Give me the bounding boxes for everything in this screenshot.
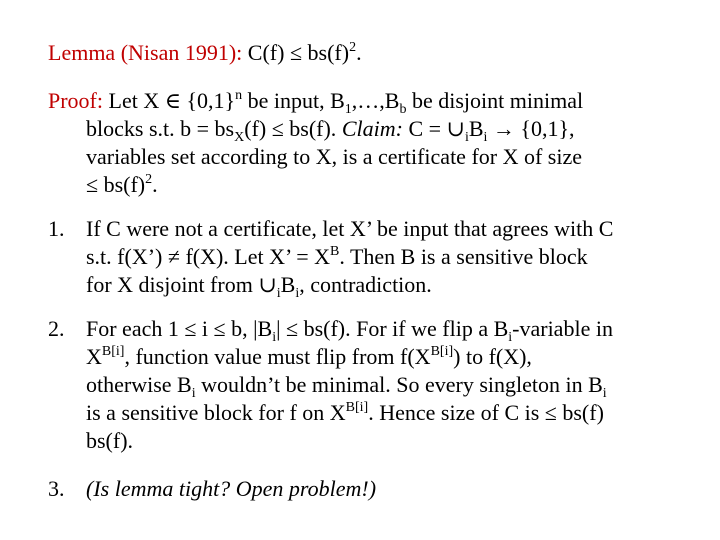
proof-exponent: n: [235, 88, 243, 103]
item-text: | ≤ bs(f). For if we flip a B: [276, 316, 509, 341]
proof-text: .: [152, 172, 158, 197]
item-1-line-3: [86, 272, 432, 301]
proof-text: variables set according to X, is a certificate for X of size: [86, 144, 583, 169]
proof-subscript: X: [234, 130, 245, 145]
item-subscript: i: [191, 386, 196, 401]
item-exponent: B[i]: [101, 344, 125, 359]
proof-text: B: [468, 116, 484, 141]
item-2-line-2: [86, 344, 532, 370]
item-text: . Then B is a sensitive block: [339, 244, 588, 269]
item-subscript: i: [602, 386, 607, 401]
proof-text: be disjoint minimal: [406, 88, 584, 113]
item-text: , contradiction.: [299, 272, 432, 297]
item-3-text: (Is lemma tight? Open problem!): [86, 476, 377, 501]
claim-label: Claim:: [341, 116, 403, 141]
proof-subscript: b: [399, 102, 407, 117]
proof-subscript: 1: [344, 102, 352, 117]
lemma-label: Lemma (Nisan 1991):: [48, 40, 243, 65]
proof-text: C = ∪: [402, 116, 465, 141]
item-2-number: 2.: [48, 316, 65, 341]
proof-text: blocks s.t. b = bs: [86, 116, 235, 141]
item-text: -variable in: [512, 316, 613, 341]
lemma-end: .: [356, 40, 362, 65]
lemma-statement: [48, 40, 362, 66]
proof-text: be input, B: [242, 88, 345, 113]
proof-line-3: [86, 144, 582, 170]
item-exponent: B: [330, 244, 340, 259]
proof-text: ,…,B: [351, 88, 400, 113]
proof-line-4: [86, 172, 158, 198]
proof-text: → {0,1},: [487, 116, 575, 141]
item-text: X: [86, 344, 102, 369]
proof-text: Let X ∈ {0,1}: [103, 88, 236, 113]
item-3-number: 3.: [48, 476, 65, 501]
proof-exponent: 2: [145, 172, 153, 187]
item-text: . Hence size of C is ≤ bs(f): [368, 400, 604, 425]
proof-subscript: i: [464, 130, 469, 145]
item-subscript: i: [272, 330, 277, 345]
item-2-line-3: [86, 372, 607, 401]
item-text: For each 1 ≤ i ≤ b, |B: [86, 316, 273, 341]
item-text: B: [280, 272, 296, 297]
item-2-line-4: [86, 400, 604, 426]
item-text: bs(f).: [86, 428, 134, 453]
item-text: for X disjoint from ∪: [86, 272, 277, 297]
item-text: s.t. f(X’) ≠ f(X). Let X’ = X: [86, 244, 330, 269]
item-2-line-5: [86, 428, 133, 454]
proof-label: Proof:: [48, 88, 103, 113]
lemma-text: C(f) ≤ bs(f): [242, 40, 350, 65]
proof-text: ≤ bs(f): [86, 172, 146, 197]
item-2-line-1: [86, 316, 613, 345]
item-text: is a sensitive block for f on X: [86, 400, 346, 425]
item-1-line-1: [86, 216, 613, 242]
item-subscript: i: [295, 286, 300, 301]
item-text: , function value must flip from f(X: [124, 344, 431, 369]
item-text: ) to f(X),: [453, 344, 532, 369]
proof-line-2: [86, 116, 575, 145]
proof-line-1: [48, 88, 584, 117]
item-1-number: 1.: [48, 216, 65, 241]
proof-text: (f) ≤ bs(f).: [244, 116, 342, 141]
proof-subscript: i: [483, 130, 488, 145]
item-text: wouldn’t be minimal. So every singleton in B: [195, 372, 603, 397]
item-subscript: i: [276, 286, 281, 301]
item-exponent: B[i]: [345, 400, 369, 415]
item-1-line-2: [86, 244, 588, 270]
lemma-exponent: 2: [349, 40, 357, 55]
item-text: If C were not a certificate, let X’ be input that agrees with C: [86, 216, 614, 241]
item-subscript: i: [508, 330, 513, 345]
item-exponent: B[i]: [430, 344, 454, 359]
item-text: otherwise B: [86, 372, 192, 397]
